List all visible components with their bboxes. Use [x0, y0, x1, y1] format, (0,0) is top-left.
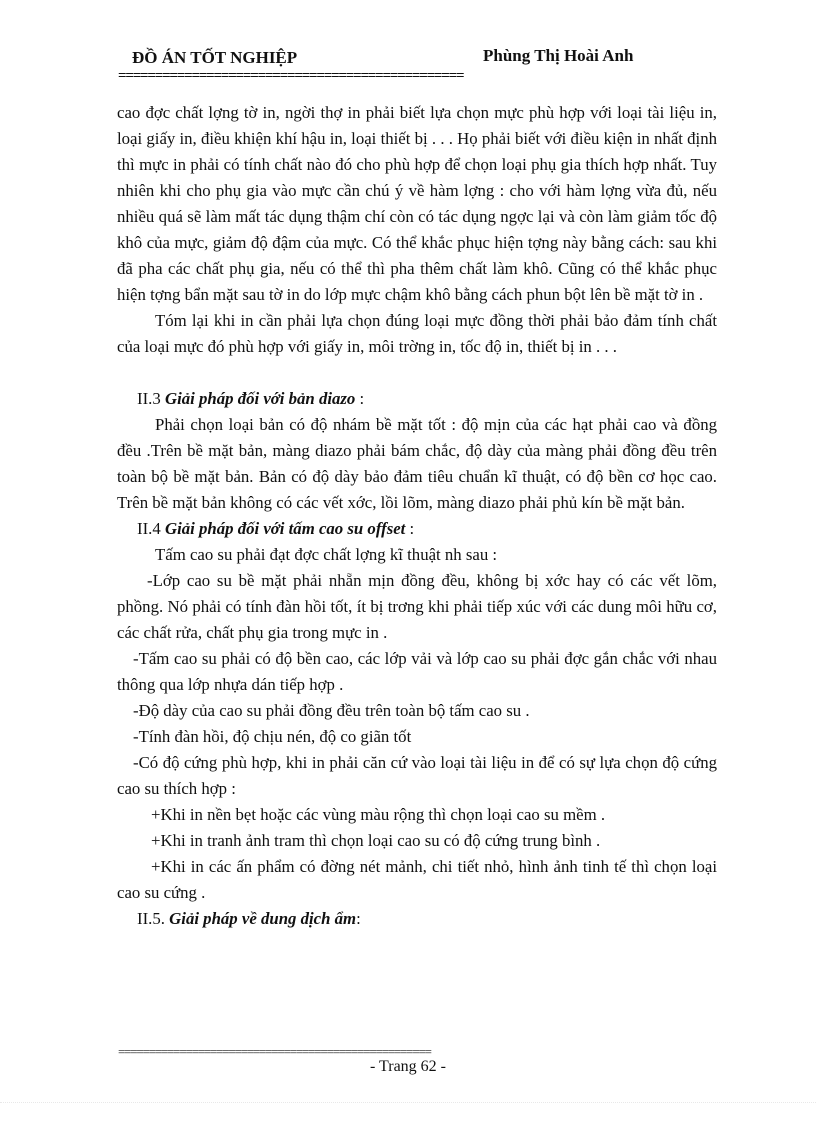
- list-item: +Khi in các ấn phẩm có đờng nét mảnh, chi tiết nhỏ, hình ảnh tinh tế thì chọn loại cao su cứng .: [117, 857, 717, 902]
- footer-rule: ===================================================: [118, 1046, 431, 1058]
- paragraph: cao đợc chất lợng tờ in, ngời thợ in phải biết lựa chọn mực phù hợp với loại tài liệu in, loại giấy in, điều khiện khí hậu in, loại thiết bị . . . Họ phải biết với điều kiện in nhất định thì mực in phải có tính chất nào đó cho phù hợp để chọn loại phụ gia thích hợp nhất. Tuy nhiên khi cho phụ gia vào mực cần chú ý về hàm lợng : cho với hàm lợng vừa đủ, nếu nhiều quá sẽ làm mất tác dụng thậm chí còn có tác dụng ngợc lại và còn làm giảm tốc độ khô của mực, giảm độ đậm của mực. Có thể khắc phục hiện tợng này bằng cách: sau khi đã pha các chất phụ gia, nếu có thể thì pha thêm chất làm khô. Cũng có thể khắc phục hiện tợng bẩn mặt sau tờ in do lớp mực chậm khô bằng cách phun bột lên bề mặt tờ in .: [117, 103, 717, 304]
- section-number: II.4: [137, 519, 165, 538]
- bottom-border: [0, 1102, 816, 1103]
- section-title: Giải pháp đối với tấm cao su offset: [164, 519, 406, 538]
- section-tail: :: [356, 909, 361, 928]
- header-author: Phùng Thị Hoài Anh: [483, 46, 634, 65]
- section-tail: :: [355, 389, 365, 408]
- list-item: -Tấm cao su phải có độ bền cao, các lớp vải và lớp cao su phải đợc gắn chắc với nhau thông qua lớp nhựa dán tiếp hợp .: [117, 649, 717, 694]
- section-number: II.5.: [137, 909, 170, 928]
- paragraph: Phải chọn loại bản có độ nhám bề mặt tốt : độ mịn của các hạt phải cao và đồng đều .Trên bề mặt bản, màng diazo phải bám chắc, độ dày của màng phải đồng đều trên toàn bộ bề mặt bản. Bản có độ dày bảo đảm tiêu chuẩn kĩ thuật, có độ bền cơ học cao. Trên bề mặt bản không có các vết xớc, lồi lõm, màng diazo phải phủ kín bề mặt bản.: [117, 415, 717, 512]
- section-title: Giải pháp đối với bản diazo: [164, 389, 356, 408]
- list-item: -Tính đàn hồi, độ chịu nén, độ co giãn tốt: [133, 727, 412, 746]
- body-text: [117, 100, 717, 932]
- list-item: +Khi in tranh ảnh tram thì chọn loại cao su có độ cứng trung bình .: [151, 831, 601, 850]
- list-item: -Có độ cứng phù hợp, khi in phải căn cứ vào loại tài liệu in để có sự lựa chọn độ cứng cao su thích hợp :: [117, 753, 717, 798]
- list-item: -Lớp cao su bề mặt phải nhẵn mịn đồng đều, không bị xớc hay có các vết lõm, phồng. Nó phải có tính đàn hồi tốt, ít bị trơng khi phải tiếp xúc với các dung môi hữu cơ, các chất rửa, chất phụ gia trong mực in .: [117, 571, 717, 642]
- page-number: - Trang 62 -: [369, 1058, 446, 1075]
- section-heading-ii4: [117, 516, 717, 542]
- paragraph: Tấm cao su phải đạt đợc chất lợng kĩ thuật nh sau :: [155, 545, 498, 564]
- section-number: II.3: [137, 389, 165, 408]
- paragraph: Tóm lại khi in cần phải lựa chọn đúng loại mực đồng thời phải bảo đảm tính chất của loại mực đó phù hợp với giấy in, môi trờng in, tốc độ in, thiết bị in . . .: [117, 311, 717, 356]
- section-heading-ii5: [117, 906, 717, 932]
- section-title: Giải pháp về dung dịch ẩm: [169, 909, 357, 928]
- header-title: ĐỒ ÁN TỐT NGHIỆP: [132, 48, 298, 67]
- header-rule: ===============================================: [118, 70, 464, 82]
- list-item: +Khi in nền bẹt hoặc các vùng màu rộng thì chọn loại cao su mềm .: [151, 805, 606, 824]
- spacer: [117, 360, 717, 386]
- section-tail: :: [405, 519, 415, 538]
- list-item: -Độ dày của cao su phải đồng đều trên toàn bộ tấm cao su .: [133, 701, 530, 720]
- section-heading-ii3: [117, 386, 717, 412]
